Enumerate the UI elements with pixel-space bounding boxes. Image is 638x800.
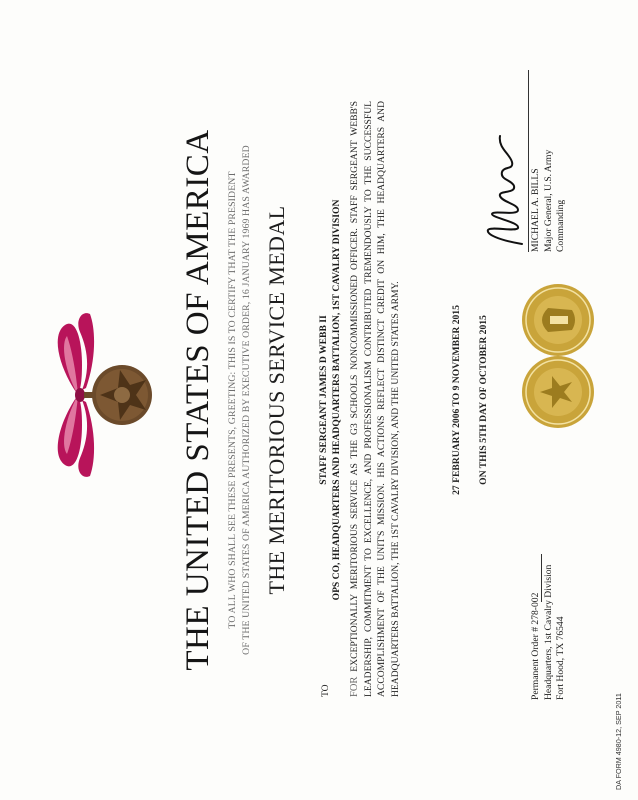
department-of-the-army-seal-icon — [518, 284, 598, 428]
permanent-order-block — [530, 565, 568, 700]
citation-text: EXCEPTIONALLY MERITORIOUS SERVICE AS THE G3 SCHOOLS NONCOMMISSIONED OFFICER. STAFF SERGEANT WEBB'S LEADERSHIP, COMMITMENT TO EXCELLENCE, AND PROFESSIONALISM CONTRIBUTED TREMENDOUSLY TO THE SUCCESSFUL ACCOMPLISHMENT OF THE UNIT'S MISSION. HIS ACTIONS REFLECT DISTINCT CREDIT ON HIM, THE HEADQUARTERS AND HEADQUARTERS BATTALION, THE 1ST CAVALRY DIVISION, AND THE UNITED STATES ARMY. — [349, 101, 401, 697]
medal-title: THE MERITORIOUS SERVICE MEDAL — [264, 205, 289, 595]
signature-line — [528, 70, 529, 252]
order-number-underline — [541, 554, 542, 602]
greeting-line-2: OF THE UNITED STATES OF AMERICA AUTHORIZED BY EXECUTIVE ORDER, 16 JANUARY 1969 HAS AWARDED — [241, 145, 252, 655]
certificate-title: THE UNITED STATES OF AMERICA — [180, 129, 216, 671]
meritorious-service-medal-icon — [20, 310, 160, 480]
recipient-unit: OPS CO, HEADQUARTERS AND HEADQUARTERS BATTALION, 1ST CAVALRY DIVISION — [331, 199, 342, 601]
greeting-line-1: TO ALL WHO SHALL SEE THESE PRESENTS, GREETING: THIS IS TO CERTIFY THAT THE PRESIDENT — [227, 171, 238, 629]
service-dates: 27 FEBRUARY 2006 TO 9 NOVEMBER 2015 — [451, 305, 462, 495]
signature-icon — [478, 122, 528, 252]
signatory-role: Commanding — [555, 199, 567, 252]
citation — [348, 101, 402, 697]
order-label: Permanent Order # — [530, 624, 541, 700]
signatory-block — [530, 150, 568, 252]
order-number: 278-002 — [530, 592, 541, 625]
form-identifier: DA FORM 4980-12, SEP 2011 — [614, 693, 623, 790]
order-headquarters: Headquarters, 1st Cavalry Division — [542, 564, 554, 700]
given-date: ON THIS 5TH DAY OF OCTOBER 2015 — [478, 315, 489, 485]
to-label: TO — [320, 684, 331, 697]
signatory-name: MICHAEL A. BILLS — [530, 168, 541, 252]
for-label: FOR — [349, 676, 360, 697]
order-location: Fort Hood, TX 76544 — [555, 616, 567, 700]
recipient-name: STAFF SERGEANT JAMES D WEBB II — [318, 315, 329, 485]
signatory-rank: Major General, U.S. Army — [542, 149, 554, 252]
